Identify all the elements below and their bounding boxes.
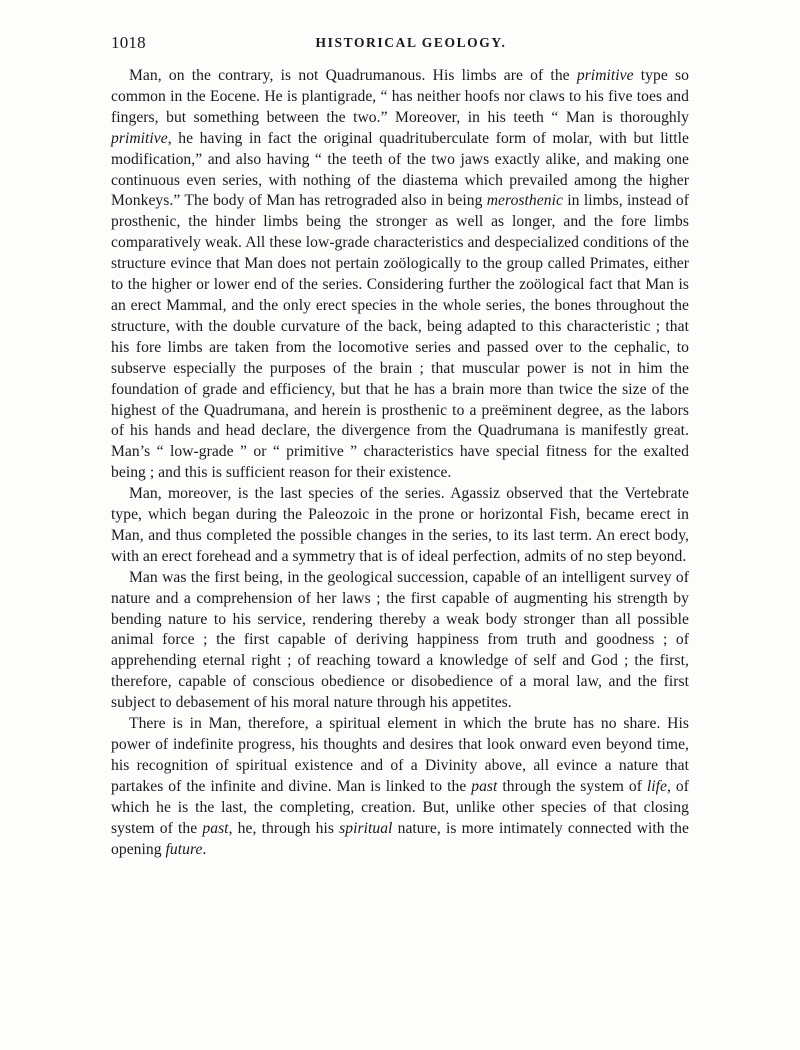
page-body bbox=[111, 66, 689, 860]
italic-term: past bbox=[202, 819, 229, 837]
page-header bbox=[111, 33, 689, 57]
running-title: HISTORICAL GEOLOGY. bbox=[315, 35, 507, 50]
text-run: . bbox=[202, 840, 207, 858]
text-run: , he having in fact the original quadrituberculate form of molar, with but little modification,” and also having “ the teeth of the two jaws exactly alike, and making one continuous even series, with nothing of the diastema which prevailed among the higher Monkeys.” The body of Man has retrograded also in being bbox=[111, 129, 689, 210]
text-run: Man was the first being, in the geological succession, capable of an intelligent survey of nature and a comprehension of her laws ; the first capable of augmenting his strength by bending nature to his service, rendering thereby a weak body stronger than all possible animal force ; the first capable of deriving happiness from truth and goodness ; of apprehending eternal right ; of reaching toward a knowledge of self and God ; the first, therefore, capable of conscious obedience or disobedience of a moral law, and the first subject to debasement of his moral nature through his appetites. bbox=[111, 568, 689, 712]
paragraph-last-species bbox=[111, 484, 689, 568]
italic-term: life bbox=[646, 777, 668, 795]
italic-term: primitive bbox=[111, 129, 168, 147]
italic-term: past bbox=[471, 777, 498, 795]
text-run: There is in Man, therefore, a spiritual element in which the brute has no share. His power of indefinite progress, his thoughts and desires that look onward even beyond time, his recognition of spiritual existence and of a Divinity above, all evince a nature that partakes of the infinite and divine. Man is linked to the bbox=[111, 715, 689, 795]
text-run: , of which he is the last, the completing, creation. But, unlike other species of that closing system of the bbox=[111, 777, 690, 837]
italic-term: spiritual bbox=[339, 819, 393, 837]
italic-term: merosthenic bbox=[486, 192, 563, 210]
text-run: Man, moreover, is the last species of the series. Agassiz observed that the Vertebrate type, which began during the Paleozoic in the prone or horizontal Fish, became erect in Man, and thus completed the possible changes in the series, to its last term. An erect body, with an erect forehead and a symmetry that is of ideal perfection, admits of no step beyond. bbox=[111, 485, 689, 565]
text-run: type so common in the Eocene. He is plantigrade, “ has neither hoofs nor claws to his five toes and fingers, but something between the two.” Moreover, in his teeth “ Man is thoroughly bbox=[111, 67, 690, 126]
text-run: through the system of bbox=[497, 777, 647, 795]
italic-term: primitive bbox=[576, 67, 634, 84]
text-run: in limbs, instead of prosthenic, the hinder limbs being the stronger as well as longer, and the fore limbs comparatively weak. All these low-grade characteristics and despecialized conditions of the structure evince that Man does not pertain zoölogically to the group called Primates, either to the higher or lower end of the series. Considering further the zoölogical fact that Man is an erect Mammal, and the only erect species in the whole series, the bones throughout the structure, with the double curvature of the back, being adapted to this characteristic ; that his fore limbs are taken from the locomotive series and passed over to the cephalic, to subserve especially the purposes of the brain ; that muscular power is not in him the foundation of grade and efficiency, but that he has a brain more than twice the size of the highest of the Quadrumana, and herein is prosthenic to a preëminent degree, as the labors of his hands and head declare, the divergence from the Quadrumana is manifestly great. Man’s “ low-grade ” or “ primitive ” characteristics have special fitness for the exalted being ; and this is sufficient reason for their existence. bbox=[111, 192, 689, 482]
italic-term: future bbox=[165, 840, 203, 858]
page-number: 1018 bbox=[111, 33, 146, 52]
paragraph-first-being bbox=[111, 568, 689, 714]
paragraph-spiritual-element bbox=[111, 714, 689, 860]
text-run: Man, on the contrary, is not Quadrumanous. His limbs are of the bbox=[129, 67, 577, 84]
paragraph-quadrumanous bbox=[111, 66, 689, 484]
text-run: nature, is more intimately connected with the opening bbox=[111, 819, 689, 858]
text-run: , he, through his bbox=[228, 819, 340, 837]
